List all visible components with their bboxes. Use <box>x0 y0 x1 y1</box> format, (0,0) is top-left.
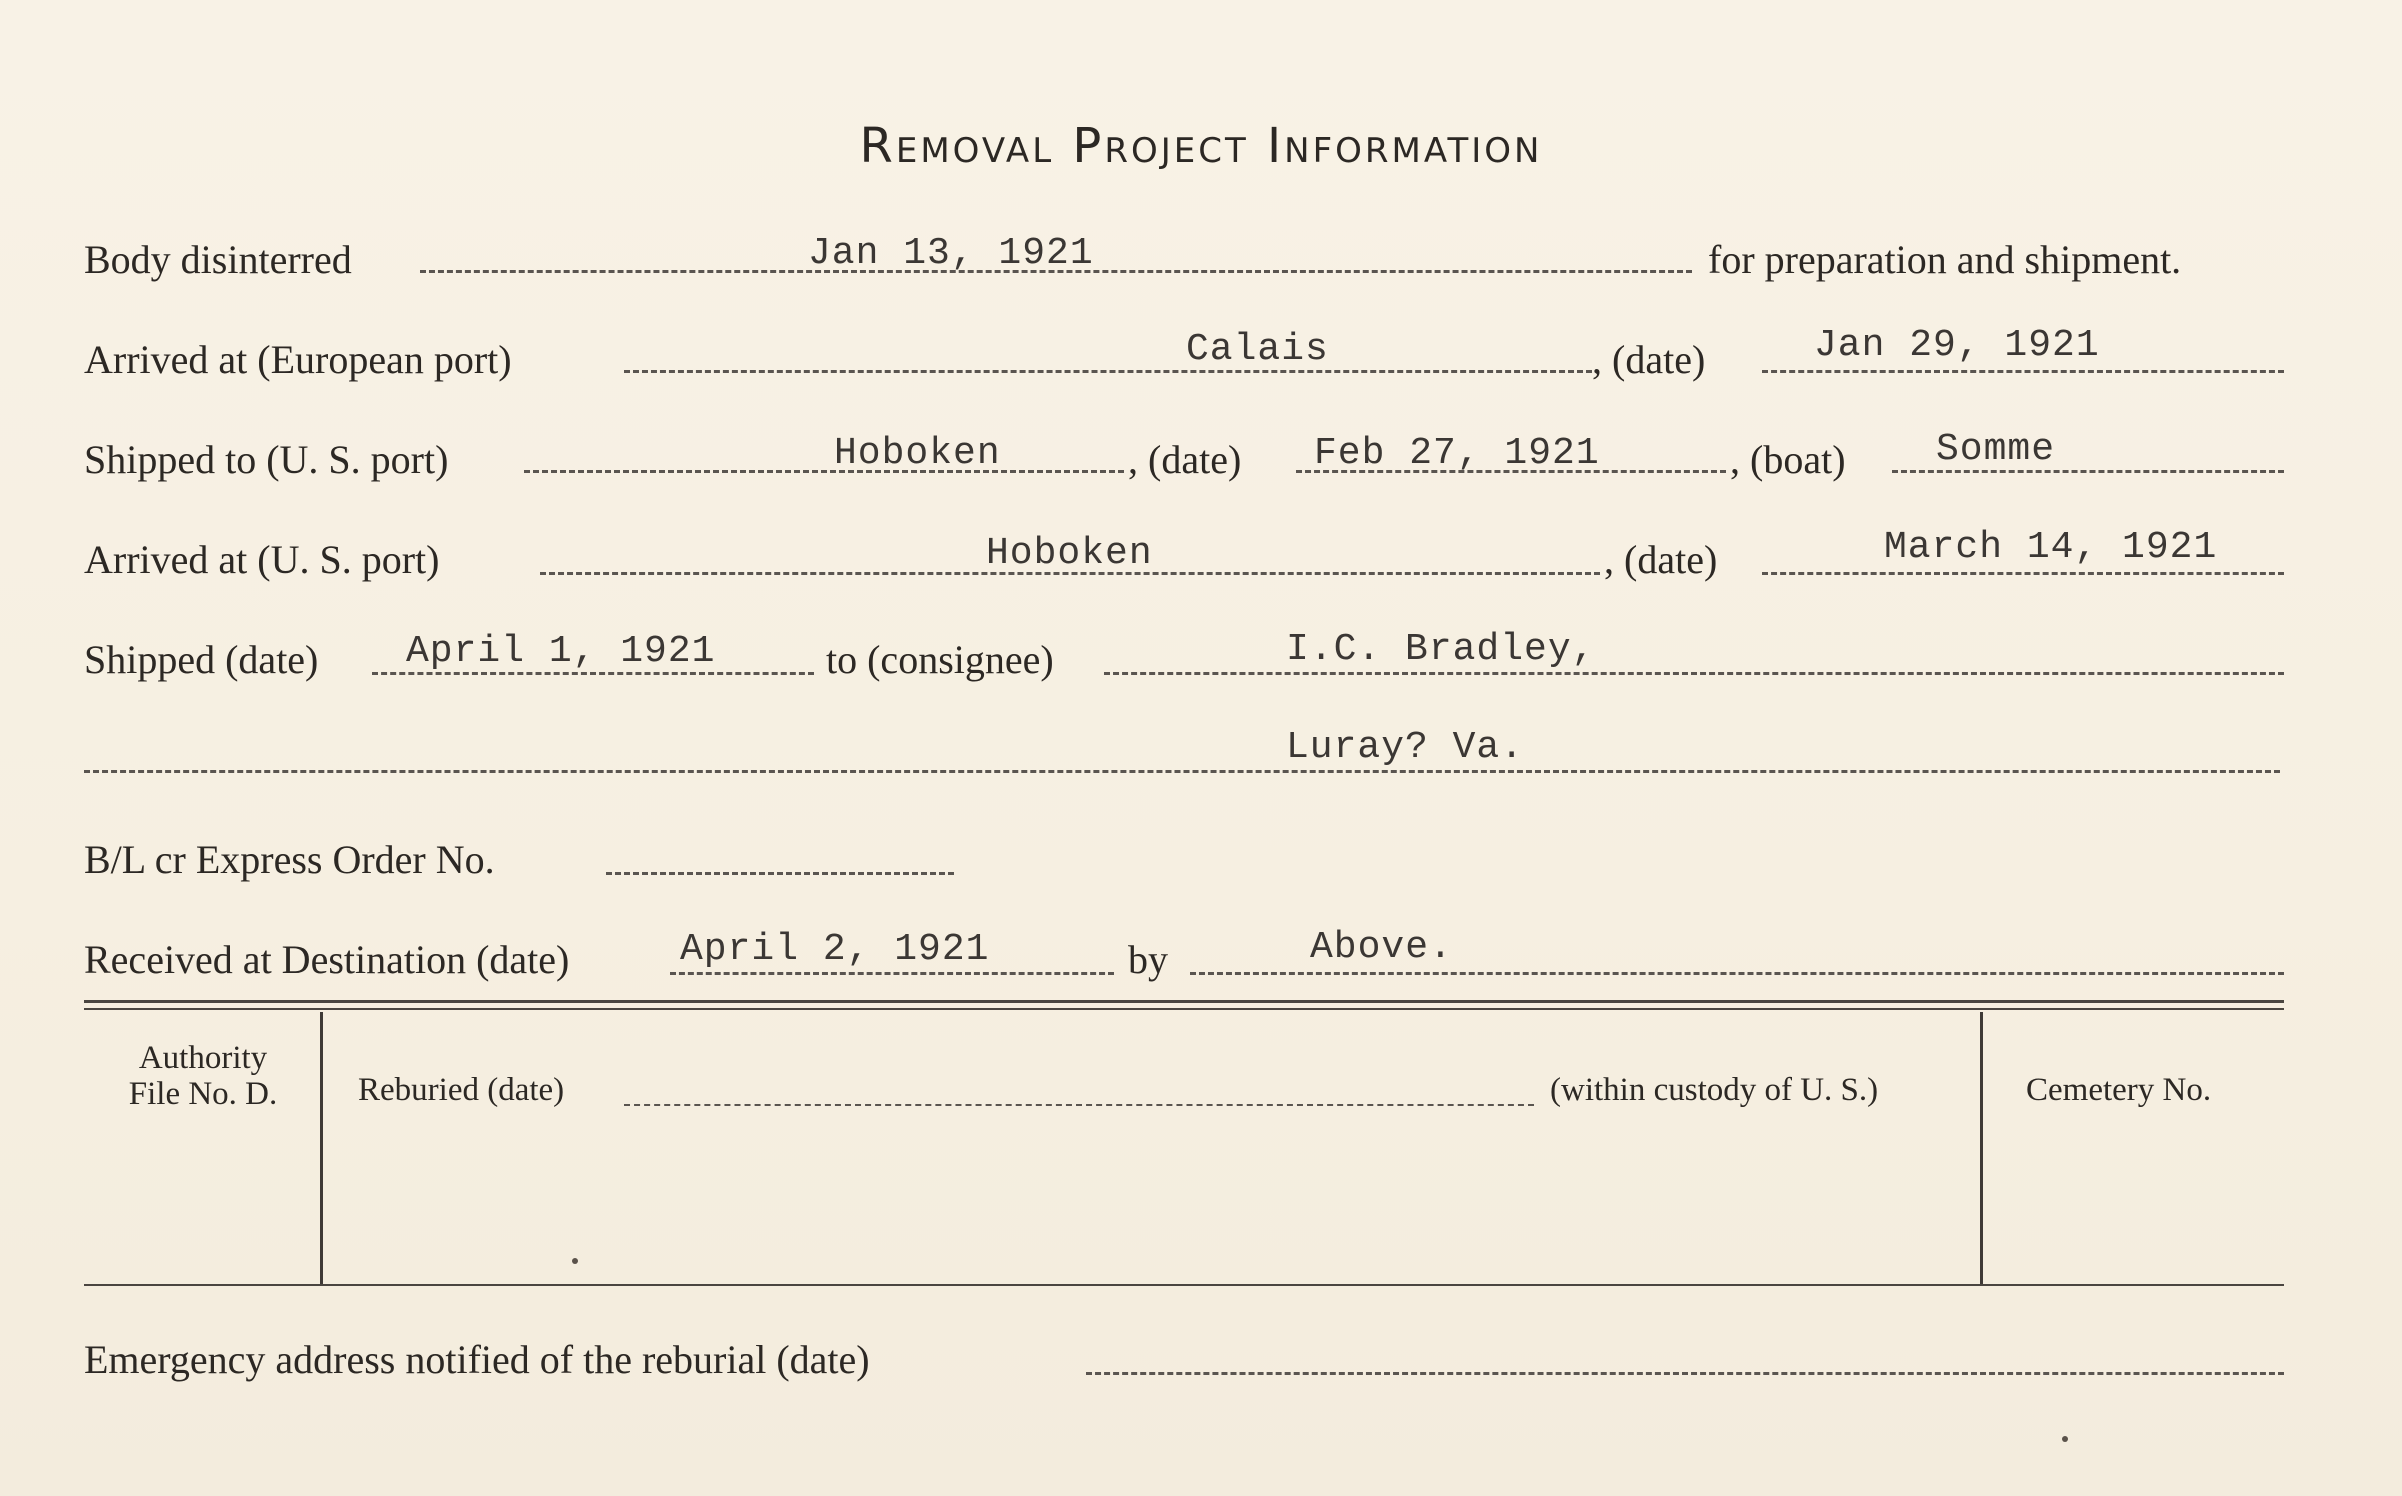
consignee-value: I.C. Bradley, <box>1286 628 1596 671</box>
reburied-date-line <box>624 1104 1534 1106</box>
body-disinterred-label: Body disinterred <box>84 237 352 282</box>
table-top-rule-2 <box>84 1008 2284 1010</box>
disinterred-date-value: Jan 13, 1921 <box>808 232 1094 275</box>
table-top-rule-1 <box>84 1000 2284 1003</box>
consignee-address-line <box>84 770 2280 773</box>
authority-label-line2: File No. D. <box>128 1076 278 1112</box>
european-port-date-value: Jan 29, 1921 <box>1814 324 2100 367</box>
for-preparation-label: for preparation and shipment. <box>1708 237 2182 282</box>
cemetery-column-divider <box>1980 1012 1983 1284</box>
shipped-to-us-port-line <box>524 470 1124 473</box>
reburied-date-label: Reburied (date) <box>358 1072 565 1108</box>
consignee-address-value: Luray? Va. <box>1286 726 1525 769</box>
arrived-european-port-label: Arrived at (European port) <box>84 337 512 382</box>
received-destination-label: Received at Destination (date) <box>84 937 570 982</box>
shipped-to-us-port-label: Shipped to (U. S. port) <box>84 437 449 482</box>
received-date-line <box>670 972 1114 975</box>
shipped-out-date-value: April 1, 1921 <box>406 630 716 673</box>
form-title: Removal Project Information <box>859 118 1543 174</box>
consignee-line <box>1104 672 2284 675</box>
received-by-value: Above. <box>1310 926 1453 969</box>
arrived-us-port-label: Arrived at (U. S. port) <box>84 537 440 582</box>
bl-order-label: B/L cr Express Order No. <box>84 837 495 882</box>
european-port-date-label: , (date) <box>1592 337 1706 382</box>
received-by-line <box>1190 972 2284 975</box>
to-consignee-label: to (consignee) <box>826 637 1054 682</box>
shipped-date-label: , (date) <box>1128 437 1242 482</box>
shipped-date-value: Feb 27, 1921 <box>1314 432 1600 475</box>
cemetery-no-label: Cemetery No. <box>2026 1072 2212 1108</box>
european-port-date-line <box>1762 370 2284 373</box>
arrived-date-value: March 14, 1921 <box>1884 526 2218 569</box>
authority-column-divider <box>320 1012 323 1284</box>
shipped-date-out-label: Shipped (date) <box>84 637 319 682</box>
boat-value: Somme <box>1936 428 2056 471</box>
table-bottom-rule <box>84 1284 2284 1286</box>
us-port-arrived-value: Hoboken <box>986 532 1153 575</box>
custody-label: (within custody of U. S.) <box>1550 1072 1879 1108</box>
emergency-date-line <box>1086 1372 2284 1375</box>
european-port-value: Calais <box>1186 328 1329 371</box>
authority-label-line1: Authority <box>138 1040 268 1076</box>
paper-speck <box>2062 1436 2068 1442</box>
received-date-value: April 2, 1921 <box>680 928 990 971</box>
paper-speck <box>572 1258 578 1264</box>
boat-label: , (boat) <box>1730 437 1846 482</box>
arrived-date-line <box>1762 572 2284 575</box>
us-port-shipped-value: Hoboken <box>834 432 1001 475</box>
received-by-label: by <box>1128 937 1168 982</box>
bl-order-line <box>606 872 954 875</box>
european-port-line <box>624 370 1592 373</box>
arrived-date-label: , (date) <box>1604 537 1718 582</box>
emergency-address-label: Emergency address notified of the reburial (date) <box>84 1337 870 1382</box>
